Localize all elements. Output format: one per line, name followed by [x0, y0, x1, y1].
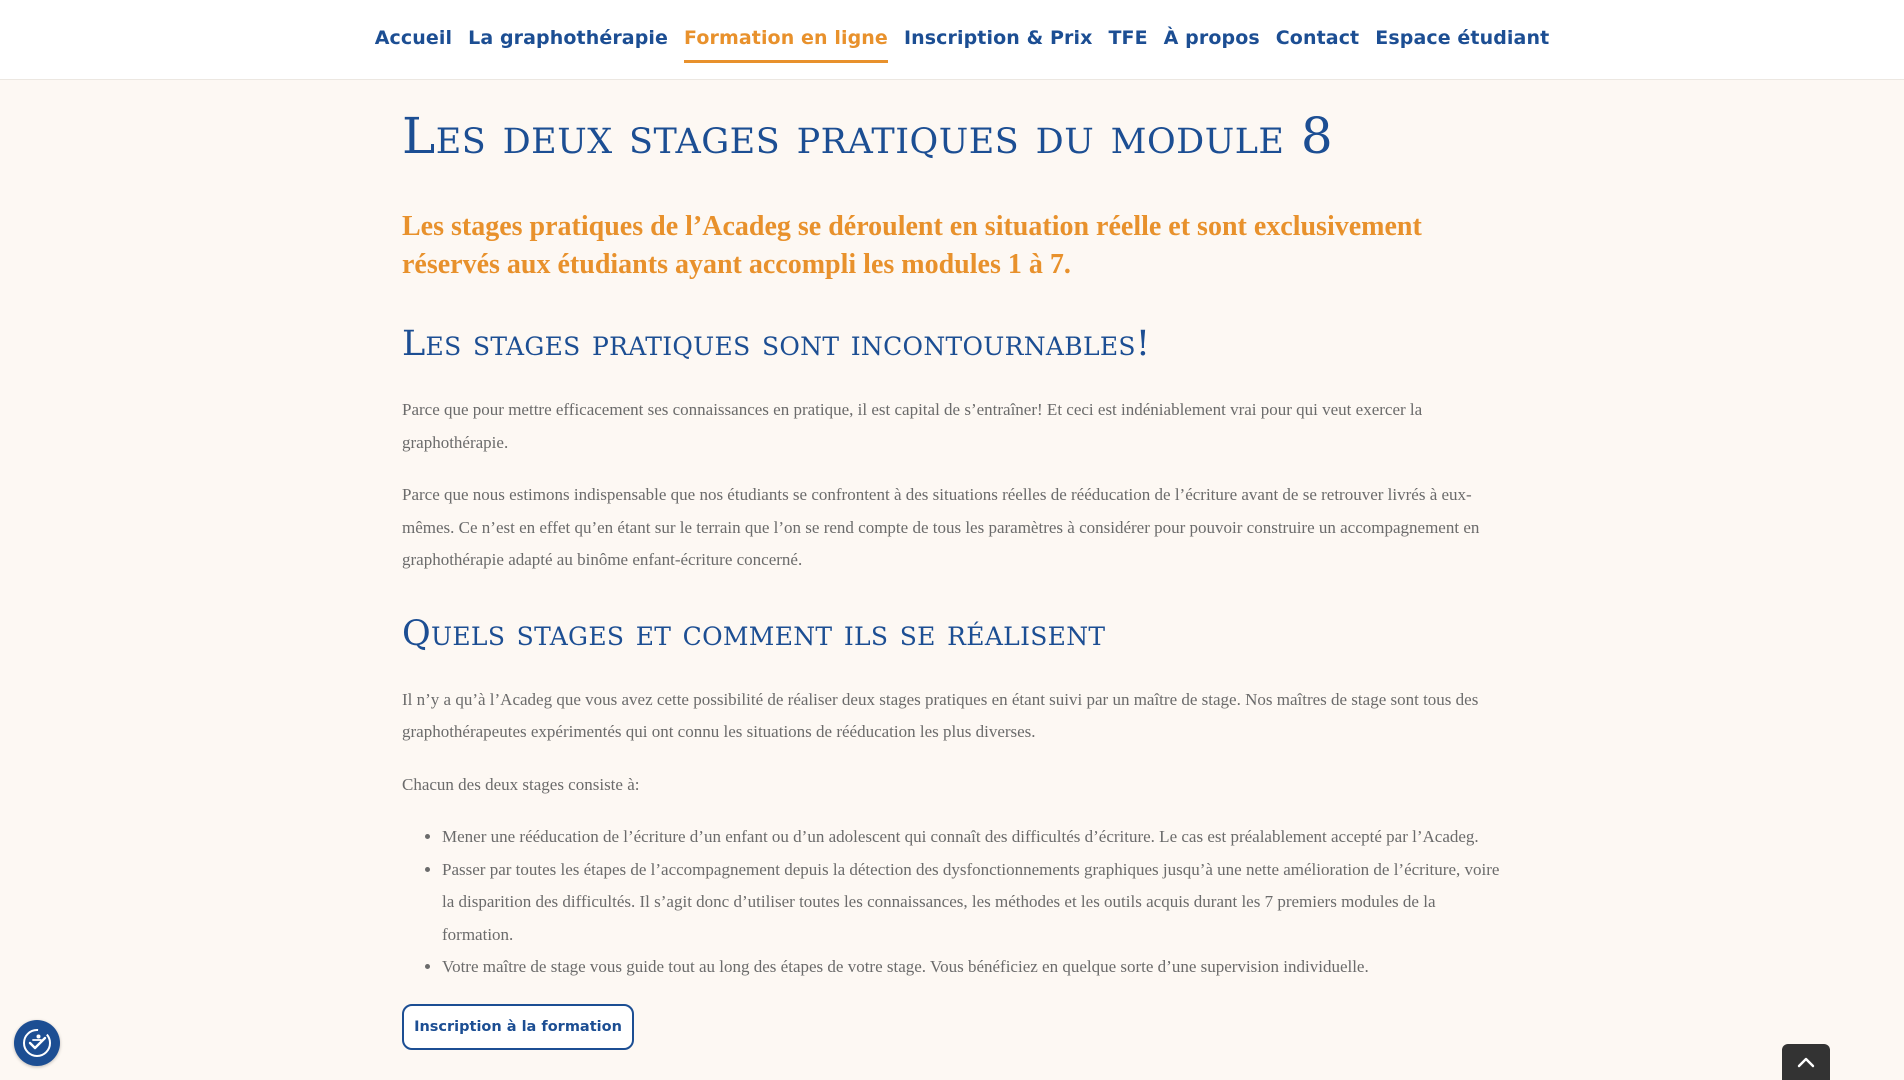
nav-item-a-propos[interactable]: À propos: [1163, 27, 1260, 49]
main-content: [402, 80, 1502, 1050]
main-nav: [0, 0, 1904, 80]
page-title: Les deux stages pratiques du module 8: [402, 107, 1334, 165]
nav-item-tfe[interactable]: TFE: [1108, 27, 1148, 49]
section-heading-quels-stages: Quels stages et comment ils se réalisent: [402, 613, 1106, 654]
paragraph: Chacun des deux stages consiste à:: [402, 774, 640, 794]
nav-item-accueil[interactable]: Accueil: [374, 27, 453, 49]
nav-item-formation-en-ligne[interactable]: Formation en ligne: [684, 0, 888, 53]
nav-item-espace-etudiant[interactable]: Espace étudiant: [1375, 27, 1550, 49]
nav-item-inscription-prix[interactable]: Inscription & Prix: [903, 27, 1093, 49]
inscription-button[interactable]: Inscription à la formation: [402, 1004, 634, 1050]
paragraph: Parce que nous estimons indispensable que nos étudiants se confrontent à des situations réelles de rééducation de l’écriture avant de se retrouver livrés à eux-mêmes. Ce n’est en effet qu’en étant sur le terrain que l’on se rend compte de tous les paramètres à considérer pour pouvoir construire un accompagnement en graphothérapie adapté au binôme enfant-écriture concerné.: [402, 485, 1480, 569]
top-header: [0, 0, 1904, 80]
list-item: • Votre maître de stage vous guide tout au long des étapes de votre stage. Vous bénéficiez en quelque sorte d’une supervision individuelle.: [442, 951, 1502, 984]
list-item: • Passer par toutes les étapes de l’accompagnement depuis la détection des dysfonctionnements graphiques jusqu’à une nette amélioration de l’écriture, voire la disparition des difficultés. Il s’agit donc d’utiliser toutes les connaissances, les méthodes et les outils acquis durant les 7 premiers modules de la formation.: [442, 854, 1502, 952]
accessibility-button[interactable]: [14, 1020, 60, 1066]
paragraph: Parce que pour mettre efficacement ses connaissances en pratique, il est capital de s’entraîner! Et ceci est indéniablement vrai pour qui veut exercer la graphothérapie.: [402, 400, 1423, 452]
nav-item-contact[interactable]: Contact: [1275, 27, 1360, 49]
scroll-to-top-button[interactable]: [1782, 1044, 1830, 1080]
chevron-up-icon: [1797, 1056, 1815, 1068]
nav-item-graphotherapie[interactable]: La graphothérapie: [468, 27, 669, 49]
section-heading-incontournables: Les stages pratiques sont incontournables!: [402, 324, 1151, 364]
lead-paragraph: Les stages pratiques de l’Acadeg se déroulent en situation réelle et sont exclusivement réservés aux étudiants ayant accompli les modules 1 à 7.: [402, 211, 1422, 280]
paragraph: Il n’y a qu’à l’Acadeg que vous avez cette possibilité de réaliser deux stages pratiques en étant suivi par un maître de stage. Nos maîtres de stage sont tous des graphothérapeutes expérimentés qui ont connu les situations de rééducation les plus diverses.: [402, 689, 1479, 741]
list-item: • Mener une rééducation de l’écriture d’un enfant ou d’un adolescent qui connaît des difficultés d’écriture. Le cas est préalablement accepté par l’Acadeg.: [442, 821, 1502, 854]
stage-bullet-list: [402, 821, 1502, 984]
accessibility-icon: [21, 1027, 53, 1059]
